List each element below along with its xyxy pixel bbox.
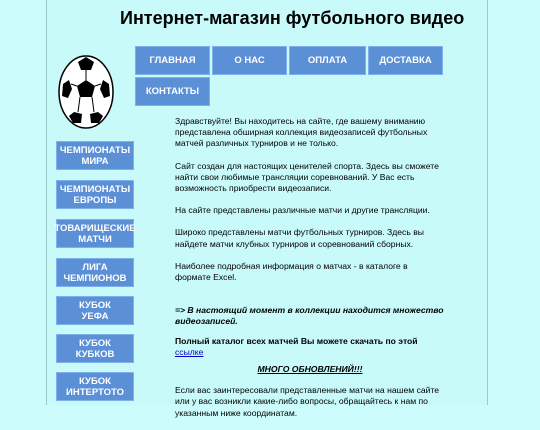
- nav-about-button[interactable]: О НАС: [212, 46, 287, 75]
- sidebar-item-label: КУБОК: [79, 337, 111, 349]
- sidebar-item-world-cups[interactable]: [56, 141, 134, 170]
- sidebar-item-label: МИРА: [81, 155, 109, 167]
- sidebar-item-intertoto-cup[interactable]: [56, 372, 134, 401]
- about-paragraph: Сайт создан для настоящих ценителей спорта. Здесь вы сможете найти свои любимые трансляции соревнований. У Вас есть возможность приобрести видеозаписи.: [175, 160, 439, 194]
- sidebar-item-label: КУБОК: [79, 375, 111, 387]
- sidebar-item-label: ИНТЕРТОТО: [66, 386, 124, 398]
- tournaments-paragraph: Широко представлены матчи футбольных турниров. Здесь вы найдете матчи клубных турниров и соревнований сборных.: [175, 227, 424, 249]
- sidebar-item-cup-winners-cup[interactable]: [56, 334, 134, 363]
- sidebar-item-label: ЧЕМПИОНАТЫ: [59, 183, 131, 195]
- intro-paragraph: Здравствуйте! Вы находитесь на сайте, где вашему вниманию представлена обширная коллекция видеозаписей футбольных матчей различных турниров и не только.: [175, 116, 428, 149]
- sidebar-item-label: ЧЕМПИОНОВ: [63, 272, 127, 284]
- catalog-download-text: Полный каталог всех матчей Вы можете скачать по этой: [175, 335, 418, 346]
- updates-banner: МНОГО ОБНОВЛЕНИЙ!!!: [257, 364, 363, 375]
- sidebar-item-friendly-matches[interactable]: [56, 219, 134, 248]
- sidebar-item-label: КУБКОВ: [75, 348, 115, 360]
- site-title: Интернет-магазин футбольного видео: [120, 8, 465, 28]
- matches-paragraph: На сайте представлены различные матчи и другие трансляции.: [175, 205, 430, 216]
- sidebar-item-label: ЧЕМПИОНАТЫ: [59, 144, 131, 156]
- sidebar-item-uefa-cup[interactable]: [56, 296, 134, 325]
- sidebar-item-label: КУБОК: [79, 299, 111, 311]
- sidebar-item-label: ТОВАРИЩЕСКИЕ: [54, 222, 136, 234]
- sidebar-item-euro-cups[interactable]: [56, 180, 134, 209]
- catalog-info-paragraph: Наиболее подробная информация о матчах - в каталоге в формате Excel.: [175, 260, 408, 283]
- sidebar-item-label: МАТЧИ: [78, 233, 112, 245]
- catalog-download-line: [175, 336, 445, 358]
- collection-highlight: => В настоящий момент в коллекции находится множество видеозаписей.: [175, 305, 444, 327]
- sidebar-item-label: ЕВРОПЫ: [73, 194, 117, 206]
- nav-home-button[interactable]: ГЛАВНАЯ: [135, 46, 210, 75]
- catalog-download-link[interactable]: ссылке: [175, 346, 204, 357]
- nav-delivery-button[interactable]: ДОСТАВКА: [368, 46, 443, 75]
- sidebar-item-label: ЛИГА: [82, 261, 108, 273]
- sidebar-item-champions-league[interactable]: [56, 258, 134, 287]
- contact-paragraph: Если вас заинтересовали представленные матчи на нашем сайте или у вас возникли какие-либо вопросы, обращайтесь к нам по указанным ниже координатам.: [175, 385, 440, 418]
- nav-payment-button[interactable]: ОПЛАТА: [289, 46, 366, 75]
- sidebar-item-label: УЕФА: [81, 310, 109, 322]
- soccer-ball-icon: [58, 54, 114, 130]
- main-content: [175, 116, 445, 430]
- nav-contacts-button[interactable]: КОНТАКТЫ: [135, 77, 210, 106]
